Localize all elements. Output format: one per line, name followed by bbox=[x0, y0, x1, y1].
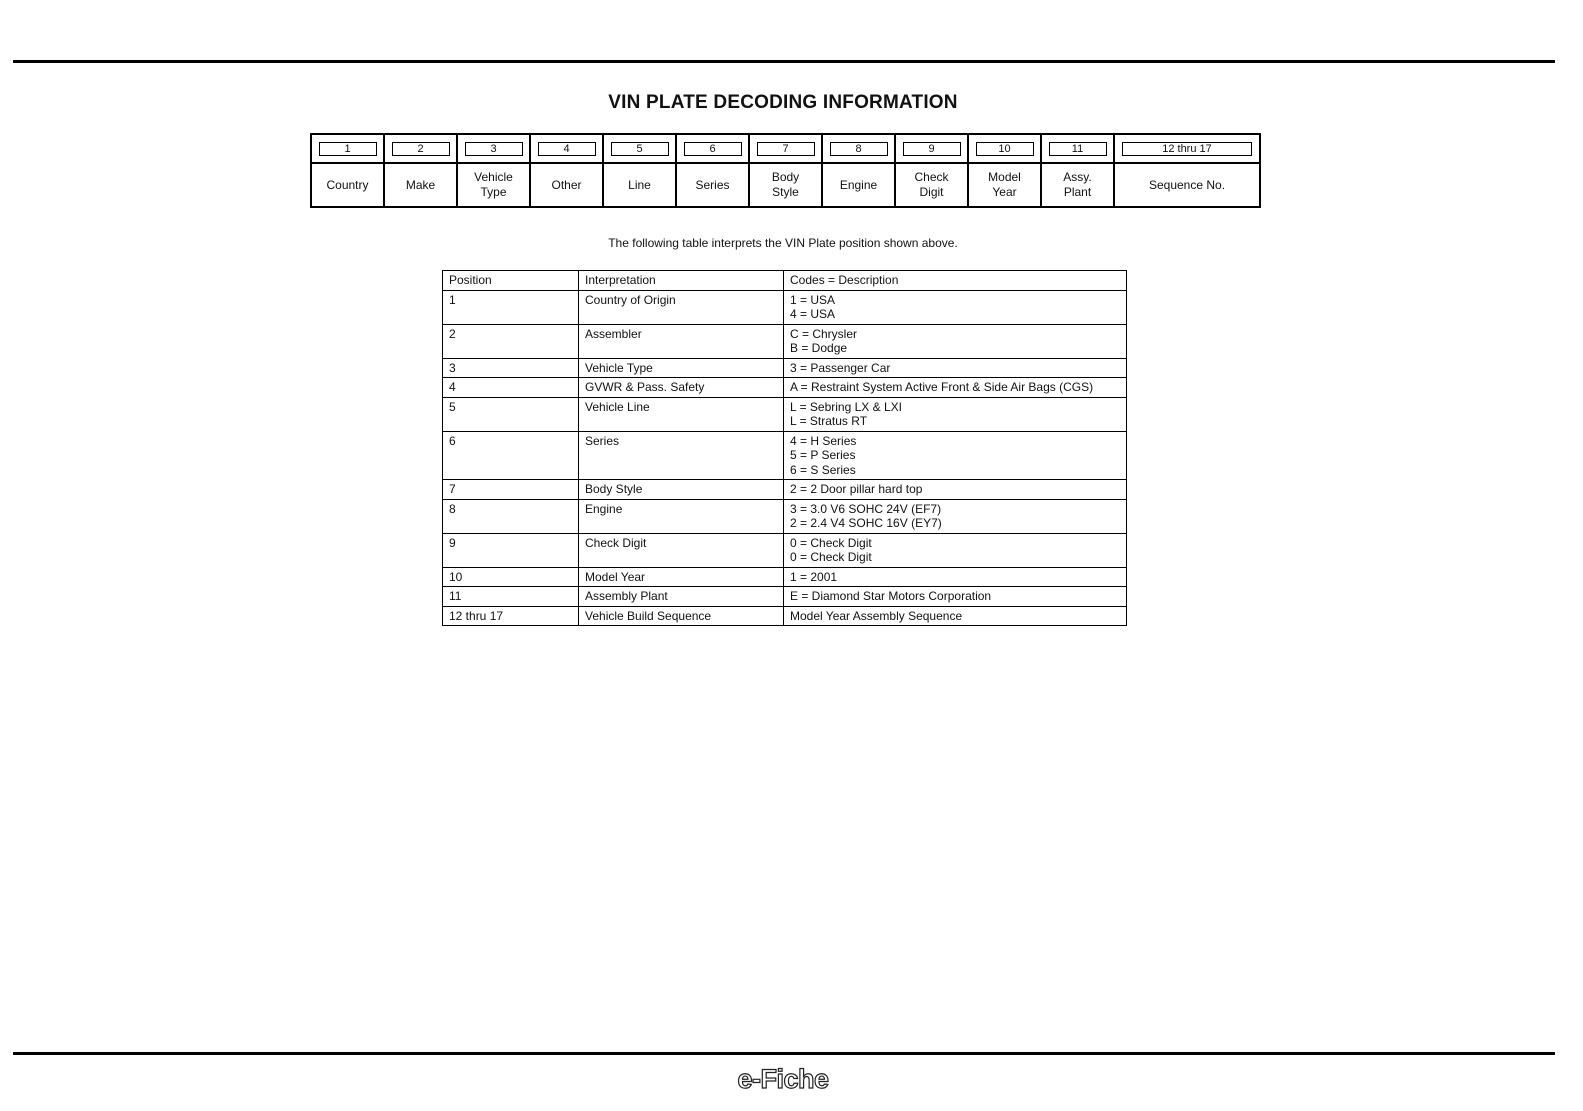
vin-position-number: 1 bbox=[319, 142, 377, 156]
vin-position-label bbox=[895, 163, 968, 207]
vin-label-line: Series bbox=[695, 177, 730, 192]
cell-interpretation: GVWR & Pass. Safety bbox=[579, 378, 784, 398]
vin-label-line: Line bbox=[628, 177, 651, 192]
code-description: E = Diamond Star Motors Corporation bbox=[790, 589, 992, 603]
decode-row bbox=[443, 567, 1127, 587]
vin-label-line: Digit bbox=[919, 185, 944, 199]
vin-position-label bbox=[968, 163, 1041, 207]
vin-position-label bbox=[311, 163, 384, 207]
vin-position-cell bbox=[530, 134, 603, 163]
decode-row bbox=[443, 431, 1127, 480]
vin-position-number: 10 bbox=[976, 142, 1034, 156]
cell-interpretation: Vehicle Build Sequence bbox=[579, 606, 784, 626]
cell-codes bbox=[784, 358, 1127, 378]
cell-codes bbox=[784, 499, 1127, 533]
code-description: 0 = Check Digit bbox=[790, 550, 872, 564]
vin-position-number: 12 thru 17 bbox=[1122, 142, 1252, 156]
vin-label-line: Sequence No. bbox=[1148, 177, 1226, 192]
vin-position-cell bbox=[1114, 134, 1260, 163]
cell-position: 12 thru 17 bbox=[443, 606, 579, 626]
decode-row bbox=[443, 358, 1127, 378]
code-description: 4 = USA bbox=[790, 307, 836, 321]
vin-decode-table bbox=[442, 270, 1127, 626]
decode-row bbox=[443, 290, 1127, 324]
cell-position: 6 bbox=[443, 431, 579, 480]
decode-header-row bbox=[443, 271, 1127, 291]
vin-position-cell bbox=[822, 134, 895, 163]
cell-position: 1 bbox=[443, 290, 579, 324]
vin-position-number: 8 bbox=[830, 142, 888, 156]
vin-position-strip bbox=[310, 133, 1261, 208]
code-description: 0 = Check Digit bbox=[790, 535, 872, 550]
code-description: 6 = S Series bbox=[790, 462, 856, 477]
vin-position-number: 3 bbox=[465, 142, 523, 156]
code-description: 1 = USA bbox=[790, 292, 836, 307]
cell-codes bbox=[784, 533, 1127, 567]
cell-position: 4 bbox=[443, 378, 579, 398]
vin-label-line: Country bbox=[326, 177, 369, 192]
bottom-rule bbox=[13, 1052, 1555, 1055]
code-description: 5 = P Series bbox=[790, 448, 856, 462]
code-description: 2 = 2 Door pillar hard top bbox=[790, 482, 923, 496]
vin-position-label bbox=[822, 163, 895, 207]
vin-position-label bbox=[603, 163, 676, 207]
cell-codes bbox=[784, 567, 1127, 587]
vin-label-line: Engine bbox=[839, 177, 878, 192]
vin-label-line: Check bbox=[914, 170, 949, 184]
cell-codes bbox=[784, 587, 1127, 607]
decode-row bbox=[443, 499, 1127, 533]
header-codes: Codes = Description bbox=[784, 271, 1127, 291]
vin-position-number: 5 bbox=[611, 142, 669, 156]
vin-label-line: Vehicle bbox=[474, 170, 513, 184]
page-title: VIN PLATE DECODING INFORMATION bbox=[608, 92, 958, 113]
top-rule bbox=[13, 60, 1555, 63]
vin-position-number: 2 bbox=[392, 142, 450, 156]
decode-row bbox=[443, 397, 1127, 431]
cell-position: 11 bbox=[443, 587, 579, 607]
vin-position-number: 4 bbox=[538, 142, 596, 156]
code-description: 4 = H Series bbox=[790, 433, 857, 448]
cell-codes bbox=[784, 431, 1127, 480]
table-caption: The following table interprets the VIN Plate position shown above. bbox=[608, 236, 958, 250]
decode-row bbox=[443, 587, 1127, 607]
cell-interpretation: Assembler bbox=[579, 324, 784, 358]
vin-position-label bbox=[1041, 163, 1114, 207]
vin-label-row bbox=[311, 163, 1260, 207]
cell-interpretation: Vehicle Type bbox=[579, 358, 784, 378]
cell-interpretation: Model Year bbox=[579, 567, 784, 587]
cell-codes bbox=[784, 606, 1127, 626]
vin-label-line: Year bbox=[992, 185, 1017, 199]
cell-interpretation: Body Style bbox=[579, 480, 784, 500]
cell-codes bbox=[784, 397, 1127, 431]
cell-position: 5 bbox=[443, 397, 579, 431]
code-description: 3 = Passenger Car bbox=[790, 360, 891, 375]
cell-position: 7 bbox=[443, 480, 579, 500]
code-description: L = Sebring LX & LXI bbox=[790, 399, 902, 414]
decode-row bbox=[443, 606, 1127, 626]
cell-codes bbox=[784, 378, 1127, 398]
vin-position-cell bbox=[384, 134, 457, 163]
cell-interpretation: Engine bbox=[579, 499, 784, 533]
code-description: 3 = 3.0 V6 SOHC 24V (EF7) bbox=[790, 501, 942, 516]
vin-position-cell bbox=[676, 134, 749, 163]
cell-codes bbox=[784, 290, 1127, 324]
code-description: Model Year Assembly Sequence bbox=[790, 608, 963, 623]
vin-label-line: Plant bbox=[1063, 185, 1092, 199]
vin-position-number: 6 bbox=[684, 142, 742, 156]
vin-position-number: 11 bbox=[1049, 142, 1107, 156]
code-description: 1 = 2001 bbox=[790, 569, 838, 584]
vin-position-cell bbox=[968, 134, 1041, 163]
code-description: B = Dodge bbox=[790, 341, 848, 355]
cell-position: 8 bbox=[443, 499, 579, 533]
header-interpretation: Interpretation bbox=[579, 271, 784, 291]
decode-row bbox=[443, 533, 1127, 567]
header-position: Position bbox=[443, 271, 579, 291]
vin-label-line: Model bbox=[988, 170, 1021, 184]
decode-row bbox=[443, 480, 1127, 500]
code-description: 2 = 2.4 V4 SOHC 16V (EY7) bbox=[790, 516, 942, 530]
vin-position-cell bbox=[895, 134, 968, 163]
efiche-logo: e-Fiche bbox=[737, 1064, 829, 1094]
vin-position-label bbox=[676, 163, 749, 207]
cell-position: 3 bbox=[443, 358, 579, 378]
vin-position-label bbox=[384, 163, 457, 207]
vin-label-line: Other bbox=[551, 177, 582, 192]
vin-position-cell bbox=[457, 134, 530, 163]
cell-interpretation: Country of Origin bbox=[579, 290, 784, 324]
vin-position-cell bbox=[311, 134, 384, 163]
cell-codes bbox=[784, 324, 1127, 358]
vin-position-label bbox=[749, 163, 822, 207]
cell-codes bbox=[784, 480, 1127, 500]
vin-position-cell bbox=[603, 134, 676, 163]
vin-position-label bbox=[457, 163, 530, 207]
vin-position-number: 7 bbox=[757, 142, 815, 156]
code-description: A = Restraint System Active Front & Side Air Bags (CGS) bbox=[790, 380, 1094, 394]
vin-label-line: Assy. bbox=[1063, 170, 1092, 184]
vin-position-cell bbox=[1041, 134, 1114, 163]
cell-interpretation: Series bbox=[579, 431, 784, 480]
cell-position: 2 bbox=[443, 324, 579, 358]
vin-position-label bbox=[1114, 163, 1260, 207]
decode-row bbox=[443, 324, 1127, 358]
vin-label-line: Body bbox=[771, 170, 800, 184]
cell-interpretation: Check Digit bbox=[579, 533, 784, 567]
vin-position-number: 9 bbox=[903, 142, 961, 156]
vin-label-line: Make bbox=[405, 177, 436, 192]
decode-row bbox=[443, 378, 1127, 398]
cell-position: 9 bbox=[443, 533, 579, 567]
code-description: L = Stratus RT bbox=[790, 414, 868, 428]
vin-label-line: Type bbox=[480, 185, 507, 199]
vin-position-cell bbox=[749, 134, 822, 163]
code-description: C = Chrysler bbox=[790, 326, 858, 341]
vin-number-row bbox=[311, 134, 1260, 163]
cell-position: 10 bbox=[443, 567, 579, 587]
vin-position-label bbox=[530, 163, 603, 207]
cell-interpretation: Assembly Plant bbox=[579, 587, 784, 607]
vin-label-line: Style bbox=[772, 185, 799, 199]
cell-interpretation: Vehicle Line bbox=[579, 397, 784, 431]
